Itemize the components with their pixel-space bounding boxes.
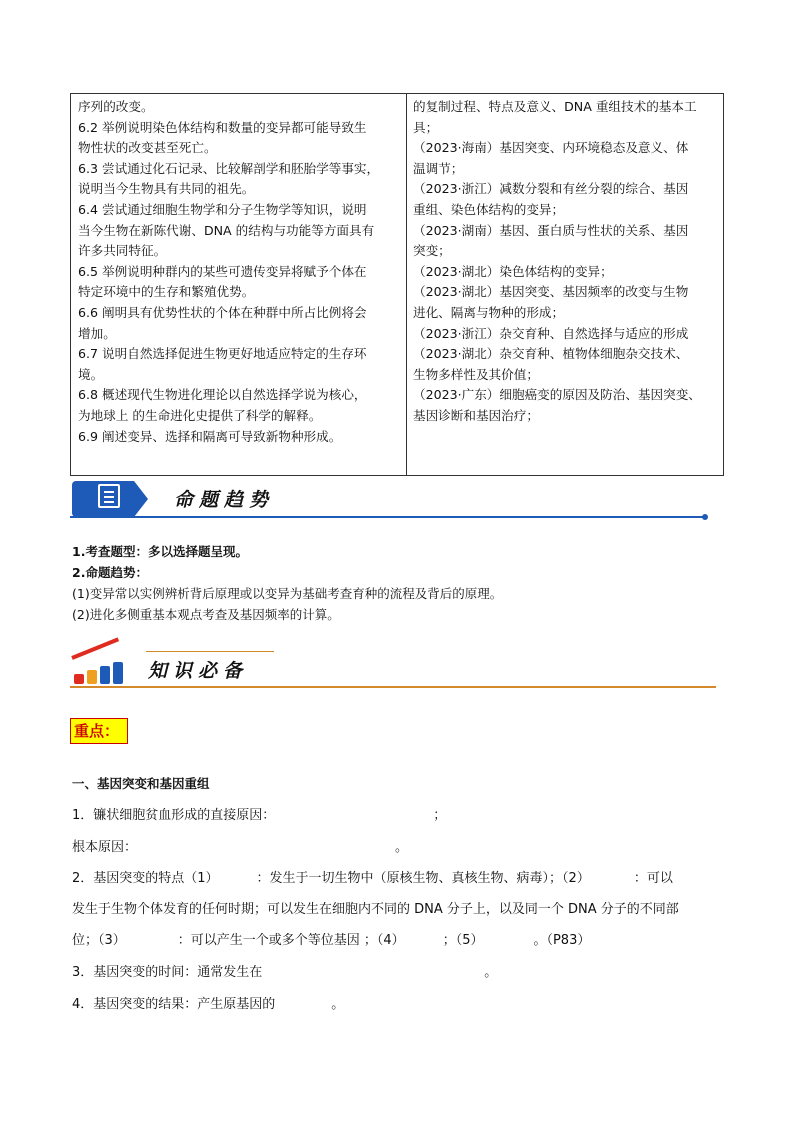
table-left-line: 6.3 尝试通过化石记录、比较解剖学和胚胎学等事实， <box>78 160 380 176</box>
section-heading: 一、基因突变和基因重组 <box>72 776 210 791</box>
table-right-line: 温调节； <box>412 160 464 176</box>
table-left-line: 物性状的改变甚至死亡。 <box>78 140 217 156</box>
table-right-line: （2023·湖北）杂交育种、植物体细胞杂交技术、 <box>412 346 689 362</box>
trend-rule <box>70 516 706 518</box>
line-3: 2．基因突变的特点（1） ：发生于一切生物中（原核生物、真核生物、病毒）；（2） ：可以 <box>72 871 673 886</box>
trend-title: 命题趋势 <box>174 489 275 511</box>
table-right-line: （2023·浙江）杂交育种、自然选择与适应的形成 <box>412 325 689 341</box>
table-right-line: （2023·广东）细胞癌变的原因及防治、基因突变、 <box>412 387 701 403</box>
knowledge-banner <box>70 648 716 690</box>
table-right-line: 基因诊断和基因治疗； <box>412 407 539 423</box>
q-type-line: 1.考查题型：多以选择题呈现。 <box>72 544 248 559</box>
table-right-line: （2023·浙江）减数分裂和有丝分裂的综合、基因 <box>412 181 689 197</box>
table-right-line: 具； <box>412 119 439 135</box>
knowledge-title: 知识必备 <box>148 660 249 682</box>
table-left-line: 境。 <box>78 366 104 382</box>
table-left-line: 增加。 <box>78 325 116 341</box>
table-right-line: 进化、隔离与物种的形成； <box>412 304 565 320</box>
trend-banner <box>70 478 710 520</box>
trend-item-1: (1)变异常以实例辨析背后原理或以变异为基础考查育种的流程及背后的原理。 <box>72 586 503 601</box>
table-left-line: 6.5 举例说明种群内的某些可遗传变异将赋予个体在 <box>78 263 367 279</box>
line-1: 1．镰状细胞贫血形成的直接原因： ； <box>72 808 447 823</box>
table-right-line: 突变； <box>412 243 451 259</box>
table-left-line: 为地球上 的生命进化史提供了科学的解释。 <box>78 407 322 423</box>
trend-item-2: (2)进化多侧重基本观点考查及基因频率的计算。 <box>72 607 340 622</box>
table-right-line: 生物多样性及其价值； <box>412 366 539 382</box>
table-right-line: （2023·海南）基因突变、内环境稳态及意义、体 <box>412 140 689 156</box>
table-left-line: 6.9 阐述变异、选择和隔离可导致新物种形成。 <box>78 428 342 444</box>
line-7: 4．基因突变的结果：产生原基因的 。 <box>72 997 345 1012</box>
table-left-line: 6.2 举例说明染色体结构和数量的变异都可能导致生 <box>78 119 367 135</box>
table-left-line: 序列的改变。 <box>78 99 154 114</box>
table-left-line: 6.6 阐明具有优势性状的个体在种群中所占比例将会 <box>78 304 367 320</box>
key-points-label: 重点： <box>70 718 128 744</box>
line-2: 根本原因： 。 <box>72 840 409 855</box>
table-right-line: （2023·湖南）基因、蛋白质与性状的关系、基因 <box>412 222 689 238</box>
table-left-line: 6.8 概述现代生物进化理论以自然选择学说为核心， <box>78 387 367 403</box>
line-5: 位；（3） ：可以产生一个或多个等位基因 ；（4） ；（5） 。（P83） <box>72 933 591 948</box>
table-left-column <box>71 94 407 475</box>
table-left-line: 特定环境中的生存和繁殖优势。 <box>78 284 255 300</box>
table-right-line: （2023·湖北）基因突变、基因频率的改变与生物 <box>412 284 689 300</box>
table-left-line: 说明当今生物具有共同的祖先。 <box>78 181 255 197</box>
line-4: 发生于生物个体发育的任何时期；可以发生在细胞内不同的 DNA 分子上，以及同一个 DNA 分子的不同部 <box>72 902 679 917</box>
standards-table <box>70 93 724 476</box>
table-right-line: 重组、染色体结构的变异； <box>412 201 565 217</box>
trend-rule-dot <box>702 514 708 520</box>
table-left-line: 许多共同特征。 <box>78 243 167 259</box>
table-left-line: 6.4 尝试通过细胞生物学和分子生物学等知识，说明 <box>78 201 367 217</box>
table-left-line: 当今生物在新陈代谢、DNA 的结构与功能等方面具有 <box>78 222 375 238</box>
knowledge-rule <box>70 686 716 688</box>
table-right-line: 的复制过程、特点及意义、DNA 重组技术的基本工 <box>412 99 697 114</box>
table-right-line: （2023·湖北）染色体结构的变异； <box>412 263 613 279</box>
table-right-column <box>407 94 723 475</box>
growth-chart-icon <box>72 652 128 684</box>
knowledge-top-rule <box>146 651 274 652</box>
notepad-icon <box>98 484 120 508</box>
line-6: 3．基因突变的时间：通常发生在 。 <box>72 965 498 980</box>
trend-head-line: 2.命题趋势： <box>72 565 148 580</box>
table-left-line: 6.7 说明自然选择促进生物更好地适应特定的生存环 <box>78 346 367 362</box>
